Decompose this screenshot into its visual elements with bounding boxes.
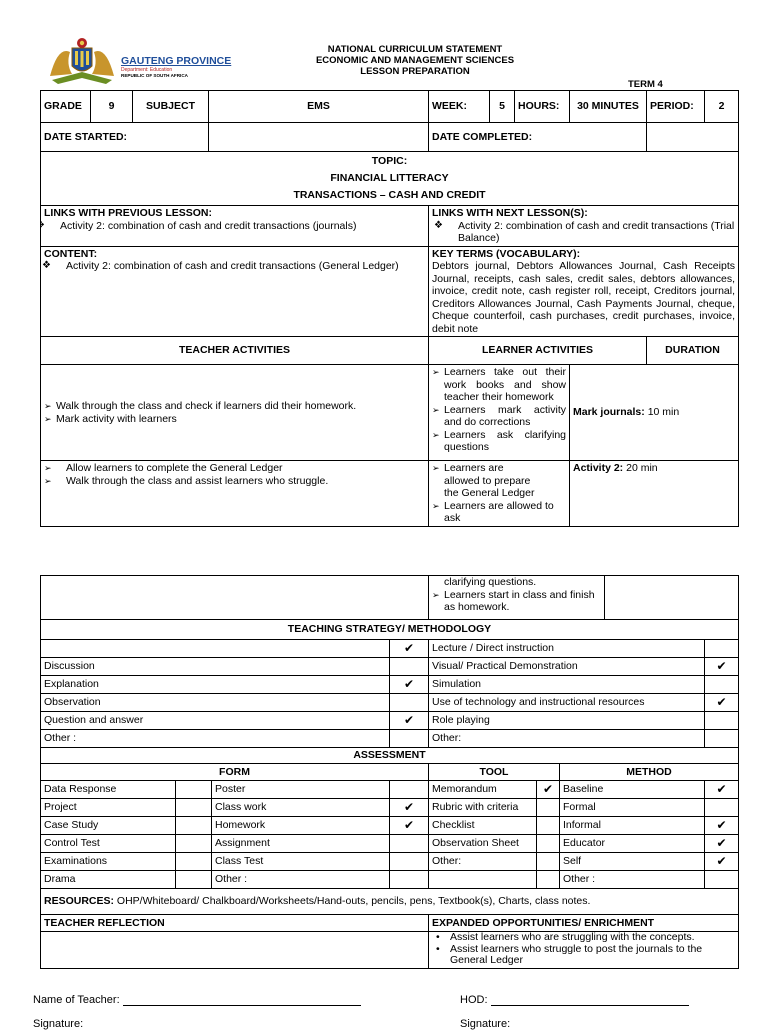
activities-header-row	[41, 337, 739, 365]
form-checkbox[interactable]	[176, 781, 212, 799]
subject-label: SUBJECT	[133, 91, 209, 123]
assessment-row	[41, 871, 739, 889]
strategy-row	[41, 712, 739, 730]
resources-label: RESOURCES:	[44, 895, 115, 908]
form-option: Other :	[212, 871, 390, 889]
logo-text	[121, 56, 251, 79]
hod-label: HOD:	[460, 994, 488, 1006]
duration-continued	[605, 576, 739, 620]
form-checkbox[interactable]	[176, 853, 212, 871]
form-option: Class work	[212, 799, 390, 817]
continued-list	[432, 589, 601, 614]
learner-activity-continued	[429, 576, 605, 620]
content-label: CONTENT:	[44, 247, 98, 260]
tool-checkbox[interactable]	[537, 835, 560, 853]
hours-value: 30 MINUTES	[570, 91, 647, 123]
strategy-left-checkbox[interactable]	[390, 694, 429, 712]
date-started-label: DATE STARTED:	[41, 123, 209, 152]
teacher-activities-header: TEACHER ACTIVITIES	[41, 337, 429, 365]
duration-value: 10 min	[644, 406, 680, 419]
logo-province-name: GAUTENG PROVINCE	[121, 55, 232, 67]
coat-of-arms-icon	[44, 36, 120, 86]
next-lesson-cell	[429, 206, 739, 247]
teacher-activity-list	[44, 462, 425, 487]
strategy-left-checkbox[interactable]: ✔	[390, 640, 429, 658]
hours-label: HOURS:	[515, 91, 570, 123]
form-checkbox[interactable]: ✔	[390, 799, 429, 817]
strategy-left-checkbox[interactable]	[390, 658, 429, 676]
strategy-row	[41, 694, 739, 712]
learner-activity-item: ➢ Learners take out their work books and show teacher their homework	[432, 366, 566, 404]
continuation-row	[41, 576, 739, 620]
method-option: Formal	[560, 799, 705, 817]
term-label: TERM 4	[628, 79, 663, 90]
teacher-reflection-field[interactable]	[41, 932, 429, 969]
tool-option	[429, 871, 537, 889]
learner-activity-cell	[429, 461, 570, 527]
content-cell	[41, 246, 429, 337]
week-value: 5	[490, 91, 515, 123]
teacher-activity-item: ➢ Allow learners to complete the General Ledger	[44, 462, 425, 475]
form-checkbox[interactable]: ✔	[390, 817, 429, 835]
strategy-right: Role playing	[429, 712, 705, 730]
teacher-signature-line	[33, 1018, 83, 1030]
tool-header: TOOL	[429, 764, 560, 781]
learner-activity-item: ➢ Learners ask clarifying questions	[432, 429, 566, 454]
method-checkbox[interactable]	[705, 799, 739, 817]
tool-option: Observation Sheet	[429, 835, 537, 853]
subject-value: EMS	[209, 91, 429, 123]
form-checkbox[interactable]	[390, 835, 429, 853]
hod-line	[460, 994, 689, 1006]
method-checkbox[interactable]: ✔	[705, 781, 739, 799]
assessment-row	[41, 781, 739, 799]
strategy-row	[41, 676, 739, 694]
learner-activity-cell	[429, 365, 570, 461]
topic-cell	[41, 152, 739, 206]
links-row	[41, 206, 739, 247]
grade-value: 9	[91, 91, 133, 123]
info-row	[41, 91, 739, 123]
strategy-left: Explanation	[41, 676, 390, 694]
content-item: ❖ Activity 2: combination of cash and credit transactions (General Ledger)	[41, 260, 426, 273]
lesson-table-page-1	[40, 90, 739, 527]
teacher-name-field[interactable]	[123, 995, 361, 1006]
form-option: Case Study	[41, 817, 176, 835]
key-terms-cell	[429, 246, 739, 337]
date-completed-label: DATE COMPLETED:	[429, 123, 647, 152]
strategy-left-checkbox[interactable]: ✔	[390, 712, 429, 730]
strategy-left: Question and answer	[41, 712, 390, 730]
activity-row	[41, 461, 739, 527]
hod-field[interactable]	[491, 995, 689, 1006]
strategy-right-checkbox[interactable]	[705, 712, 739, 730]
reflection-header-row	[41, 915, 739, 932]
next-lesson-label: LINKS WITH NEXT LESSON(S):	[432, 207, 588, 219]
next-lesson-list	[432, 220, 735, 245]
teacher-activity-item: ➢ Mark activity with learners	[44, 413, 425, 426]
strategy-right: Use of technology and instructional resources	[429, 694, 705, 712]
strategy-left-checkbox[interactable]: ✔	[390, 676, 429, 694]
form-checkbox[interactable]	[176, 835, 212, 853]
previous-lesson-label: LINKS WITH PREVIOUS LESSON:	[44, 207, 213, 219]
method-option: Baseline	[560, 781, 705, 799]
learner-activity-item: ➢ Learners are allowed to prepare the General Ledger	[432, 462, 566, 500]
tool-checkbox[interactable]: ✔	[537, 781, 560, 799]
form-option: Data Response	[41, 781, 176, 799]
strategy-right-checkbox[interactable]: ✔	[705, 658, 739, 676]
hod-signature-line	[460, 1018, 510, 1030]
assessment-row	[41, 853, 739, 871]
previous-lesson-cell	[41, 206, 429, 247]
strategy-left: Other :	[41, 730, 390, 748]
enrichment-list	[432, 932, 735, 967]
duration-cell	[570, 461, 739, 527]
strategy-right-checkbox[interactable]	[705, 676, 739, 694]
form-checkbox[interactable]	[390, 853, 429, 871]
learner-activity-list	[432, 366, 566, 454]
tool-checkbox[interactable]	[537, 853, 560, 871]
learner-activity-item: ➢ Learners mark activity and do corrections	[432, 404, 566, 429]
duration-header: DURATION	[647, 337, 739, 365]
teacher-signature-label: Signature:	[33, 1018, 84, 1030]
heading-line-1: NATIONAL CURRICULUM STATEMENT	[327, 44, 503, 55]
method-checkbox[interactable]: ✔	[705, 817, 739, 835]
tool-checkbox[interactable]	[537, 871, 560, 889]
form-checkbox[interactable]	[176, 817, 212, 835]
continued-item: ➢ Learners start in class and finish as homework.	[432, 589, 601, 614]
method-checkbox[interactable]: ✔	[705, 853, 739, 871]
method-option: Informal	[560, 817, 705, 835]
method-option: Other :	[560, 871, 705, 889]
learner-activity-item: ➢ Learners are allowed to ask	[432, 500, 566, 525]
topic-line-2: TRANSACTIONS – CASH AND CREDIT	[293, 189, 486, 201]
duration-label: Activity 2:	[573, 462, 624, 474]
strategy-right: Other:	[429, 730, 705, 748]
learner-activity-list	[432, 462, 566, 525]
header	[40, 34, 730, 90]
teacher-name-label: Name of Teacher:	[33, 994, 120, 1006]
strategy-right: Visual/ Practical Demonstration	[429, 658, 705, 676]
strategy-right-checkbox[interactable]	[705, 640, 739, 658]
reflection-row	[41, 932, 739, 969]
strategy-left-checkbox[interactable]	[390, 730, 429, 748]
period-value: 2	[705, 91, 739, 123]
enrichment-cell	[429, 932, 739, 969]
resources-text: OHP/Whiteboard/ Chalkboard/Worksheets/Hand-outs, pencils, pens, Textbook(s), Charts, class notes.	[114, 895, 591, 908]
key-terms-text: Debtors journal, Debtors Allowances Journal, Cash Receipts Journal, receipts, cash sales, credit sales, debtors allowances, invoice, credit note, cash register roll, receipt, Creditors journal, Creditors Allowances Journal, Cash Payments Journal, cheque, Cheque counterfoil, cash purchases, credit purchases, invoice, debit note	[432, 260, 735, 335]
teacher-name-line	[33, 994, 361, 1006]
teacher-activity-cell	[41, 461, 429, 527]
form-checkbox[interactable]	[176, 871, 212, 889]
expanded-opportunities-label: EXPANDED OPPORTUNITIES/ ENRICHMENT	[429, 915, 739, 932]
form-option: Homework	[212, 817, 390, 835]
tool-option: Checklist	[429, 817, 537, 835]
heading-line-2: ECONOMIC AND MANAGEMENT SCIENCES	[315, 55, 515, 66]
resources-cell	[41, 889, 739, 915]
form-header: FORM	[41, 764, 429, 781]
strategy-left	[41, 640, 390, 658]
assessment-title: ASSESSMENT	[41, 748, 739, 764]
strategy-row	[41, 658, 739, 676]
gauteng-logo	[44, 36, 120, 86]
logo-country: REPUBLIC OF SOUTH AFRICA	[121, 73, 188, 78]
tool-checkbox[interactable]	[537, 799, 560, 817]
previous-lesson-item: ❖ Activity 2: combination of cash and credit transactions (journals)	[41, 220, 426, 233]
strategy-right-checkbox[interactable]: ✔	[705, 694, 739, 712]
tool-option: Rubric with criteria	[429, 799, 537, 817]
assessment-row	[41, 835, 739, 853]
form-option: Control Test	[41, 835, 176, 853]
content-row	[41, 246, 739, 337]
learner-activities-header: LEARNER ACTIVITIES	[429, 337, 647, 365]
key-terms-label: KEY TERMS (VOCABULARY):	[432, 247, 581, 260]
tool-checkbox[interactable]	[537, 817, 560, 835]
strategy-row	[41, 640, 739, 658]
form-option: Project	[41, 799, 176, 817]
dates-row	[41, 123, 739, 152]
assessment-title-row	[41, 748, 739, 764]
teacher-reflection-label: TEACHER REFLECTION	[41, 915, 429, 932]
date-started-field[interactable]	[209, 123, 429, 152]
assessment-header-row	[41, 764, 739, 781]
date-completed-field[interactable]	[647, 123, 739, 152]
duration-value: 20 min	[623, 462, 658, 474]
resources-row	[41, 889, 739, 915]
activity-row	[41, 365, 739, 461]
teacher-activity-list	[44, 400, 425, 425]
strategy-title-row	[41, 620, 739, 640]
week-label: WEEK:	[429, 91, 490, 123]
strategy-left: Observation	[41, 694, 390, 712]
teacher-activity-cell	[41, 365, 429, 461]
method-option: Educator	[560, 835, 705, 853]
lesson-table-page-2	[40, 575, 739, 969]
form-checkbox[interactable]	[390, 871, 429, 889]
teacher-activity-continued	[41, 576, 429, 620]
form-option: Class Test	[212, 853, 390, 871]
assessment-row	[41, 799, 739, 817]
heading-line-3: LESSON PREPARATION	[360, 66, 470, 77]
strategy-left: Discussion	[41, 658, 390, 676]
method-checkbox[interactable]	[705, 871, 739, 889]
form-checkbox[interactable]	[176, 799, 212, 817]
strategy-title: TEACHING STRATEGY/ METHODOLOGY	[41, 620, 739, 640]
method-option: Self	[560, 853, 705, 871]
form-option: Poster	[212, 781, 390, 799]
hod-signature-label: Signature:	[460, 1018, 511, 1030]
assessment-row	[41, 817, 739, 835]
tool-option: Memorandum	[429, 781, 537, 799]
form-option: Examinations	[41, 853, 176, 871]
form-option: Drama	[41, 871, 176, 889]
previous-lesson-list	[41, 220, 426, 233]
next-lesson-item: ❖ Activity 2: combination of cash and credit transactions (Trial Balance)	[432, 220, 735, 245]
method-checkbox[interactable]: ✔	[705, 835, 739, 853]
teacher-activity-item: ➢ Walk through the class and check if learners did their homework.	[44, 400, 425, 413]
enrichment-item: • Assist learners who struggle to post the journals to the General Ledger	[432, 944, 735, 967]
document-heading	[250, 44, 580, 77]
strategy-right-checkbox[interactable]	[705, 730, 739, 748]
topic-line-1: FINANCIAL LITTERACY	[330, 172, 449, 184]
strategy-right: Lecture / Direct instruction	[429, 640, 705, 658]
continued-text: clarifying questions.	[444, 576, 537, 588]
tool-option: Other:	[429, 853, 537, 871]
teacher-activity-item: ➢ Walk through the class and assist learners who struggle.	[44, 475, 425, 488]
topic-label: TOPIC:	[371, 155, 408, 167]
enrichment-item: • Assist learners who are struggling with the concepts.	[432, 932, 735, 944]
method-header: METHOD	[560, 764, 739, 781]
grade-label: GRADE	[41, 91, 91, 123]
strategy-right: Simulation	[429, 676, 705, 694]
form-checkbox[interactable]	[390, 781, 429, 799]
form-option: Assignment	[212, 835, 390, 853]
period-label: PERIOD:	[647, 91, 705, 123]
logo-department: Department: Education	[121, 67, 173, 73]
duration-cell	[570, 365, 739, 461]
duration-label: Mark journals:	[573, 406, 645, 419]
strategy-row	[41, 730, 739, 748]
content-list	[41, 260, 426, 273]
topic-row	[41, 152, 739, 206]
